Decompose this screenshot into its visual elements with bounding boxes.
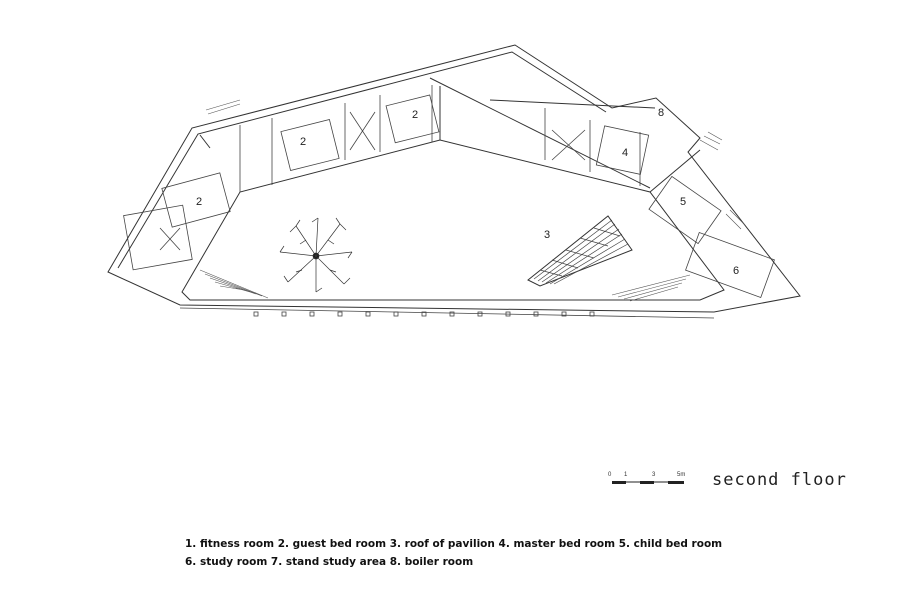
room-number-guest-west: 2 [196, 196, 203, 208]
room-labels [196, 107, 739, 277]
courtyard-columns [180, 308, 714, 318]
scale-tick-1: 1 [624, 472, 628, 478]
room-number-child-bed: 5 [680, 196, 687, 208]
building-outline [108, 45, 800, 312]
room-number-master-bed: 4 [622, 147, 629, 159]
scale-bar [608, 472, 685, 484]
tree-symbol [280, 218, 352, 292]
room-legend-line-2: 6. study room 7. stand study area 8. boiler room [185, 556, 474, 568]
scale-tick-5m: 5m [677, 472, 686, 478]
room-number-guest-east: 2 [412, 109, 419, 121]
room-number-pavilion-roof: 3 [544, 229, 551, 241]
drawing-title: second floor [712, 470, 847, 490]
pavilion-roof [528, 216, 632, 286]
scale-tick-0: 0 [608, 472, 612, 478]
room-legend-line-1: 1. fitness room 2. guest bed room 3. roof of pavilion 4. master bed room 5. child bed room [185, 538, 723, 550]
room-number-study: 6 [733, 265, 740, 277]
room-number-guest-center: 2 [300, 136, 307, 148]
stairs [200, 100, 745, 301]
scale-tick-3: 3 [652, 472, 656, 478]
room-number-boiler: 8 [658, 107, 665, 119]
